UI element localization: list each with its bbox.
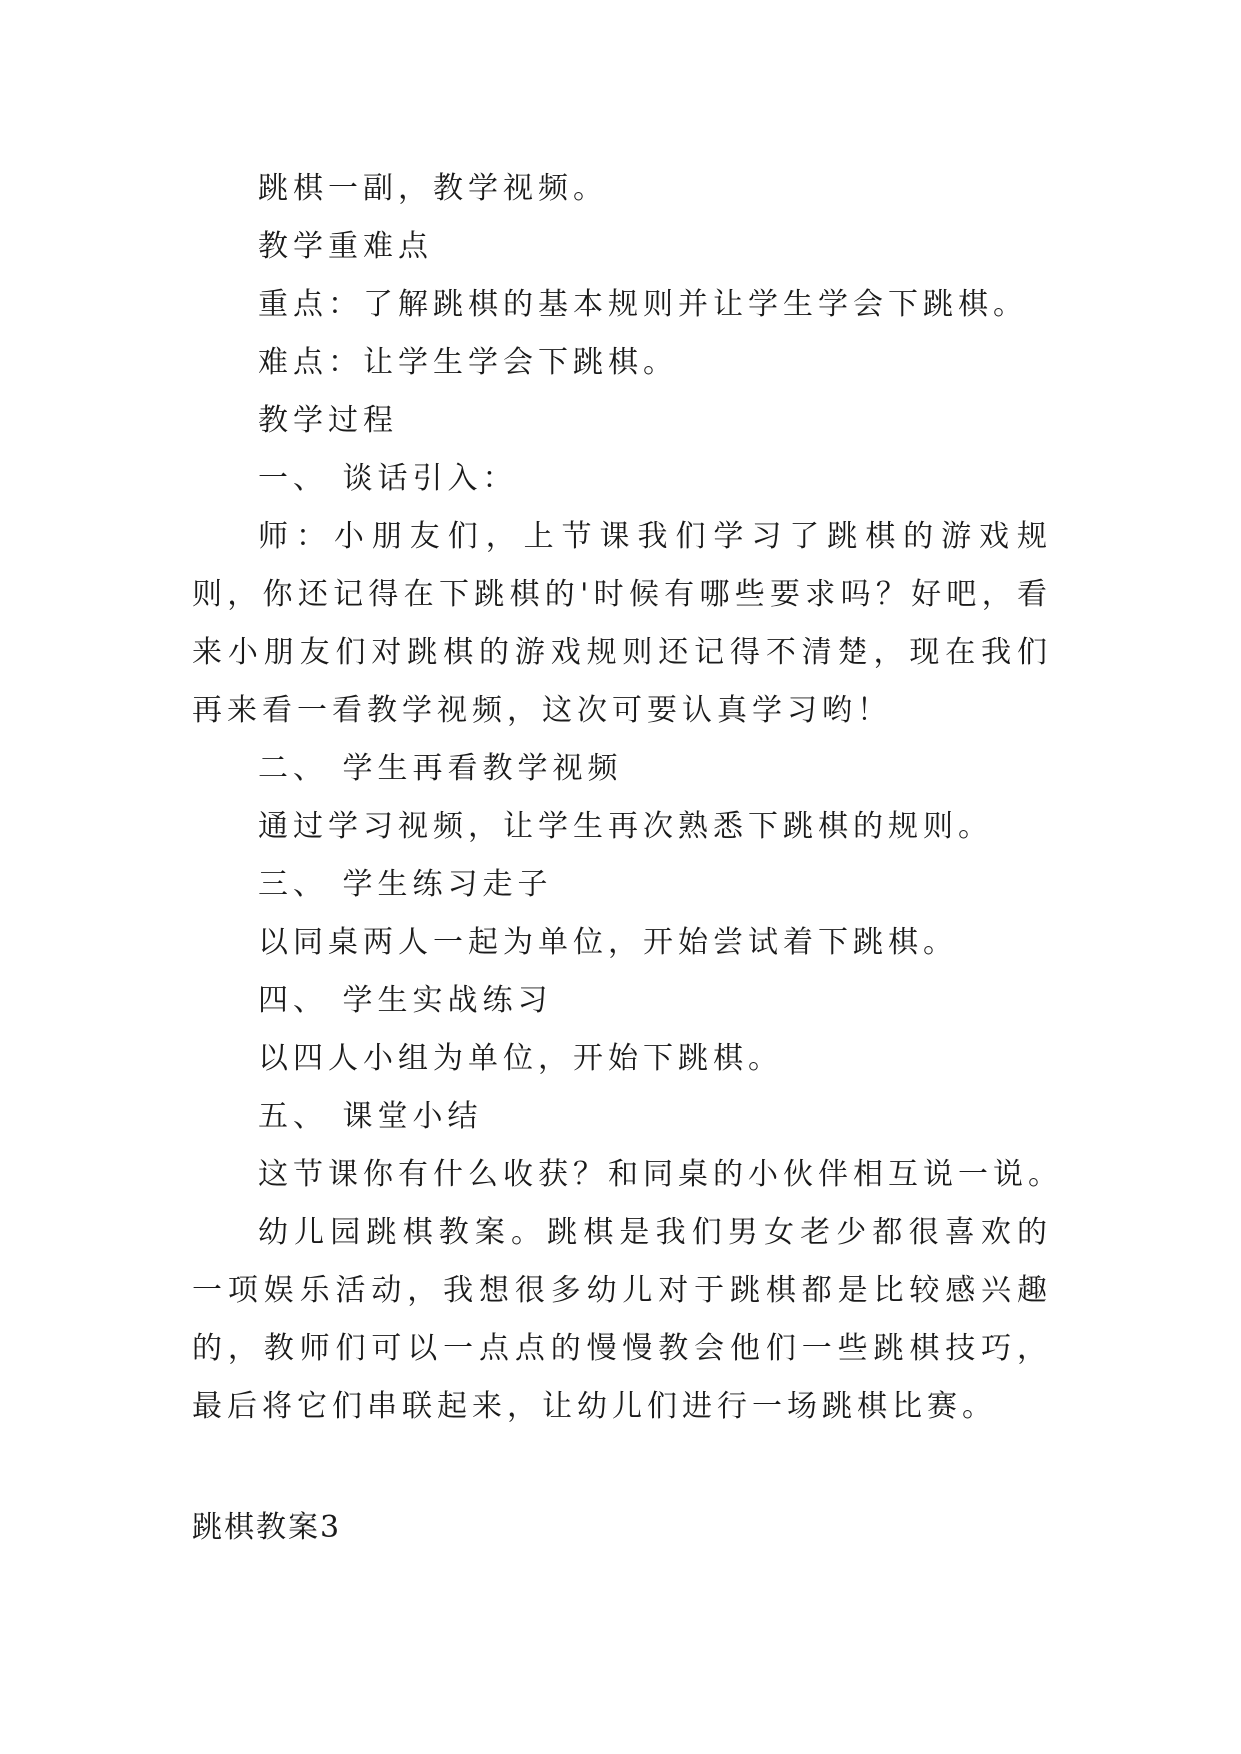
section-title: 跳棋教案3 bbox=[192, 1510, 342, 1545]
process-heading: 教学过程 bbox=[258, 403, 398, 438]
key-point-line: 重点：了解跳棋的基本规则并让学生学会下跳棋。 bbox=[258, 287, 1028, 322]
document-body bbox=[192, 160, 1063, 1436]
step-five-text: 这节课你有什么收获？和同桌的小伙伴相互说一说。 bbox=[258, 1157, 1063, 1192]
step-five-heading: 五、 课堂小结 bbox=[258, 1099, 483, 1134]
key-difficult-heading: 教学重难点 bbox=[258, 229, 433, 264]
teacher-paragraph: 师：小朋友们，上节课我们学习了跳棋的游戏规则，你还记得在下跳棋的'时候有哪些要求吗？好吧，看来小朋友们对跳棋的游戏规则还记得不清楚，现在我们再来看一看教学视频，这次可要认真学习哟！ bbox=[192, 519, 1052, 728]
step-one-heading: 一、 谈话引入： bbox=[258, 461, 518, 496]
step-four-text: 以四人小组为单位，开始下跳棋。 bbox=[258, 1041, 783, 1076]
difficult-point-line: 难点：让学生学会下跳棋。 bbox=[258, 345, 678, 380]
summary-paragraph: 幼儿园跳棋教案。跳棋是我们男女老少都很喜欢的一项娱乐活动，我想很多幼儿对于跳棋都是比较感兴趣的，教师们可以一点点的慢慢教会他们一些跳棋技巧，最后将它们串联起来，让幼儿们进行一场跳棋比赛。 bbox=[192, 1215, 1052, 1424]
step-three-text: 以同桌两人一起为单位，开始尝试着下跳棋。 bbox=[258, 925, 958, 960]
step-two-heading: 二、 学生再看教学视频 bbox=[258, 751, 623, 786]
materials-line: 跳棋一副，教学视频。 bbox=[258, 171, 608, 206]
step-three-heading: 三、 学生练习走子 bbox=[258, 867, 553, 902]
step-four-heading: 四、 学生实战练习 bbox=[258, 983, 553, 1018]
step-two-text: 通过学习视频，让学生再次熟悉下跳棋的规则。 bbox=[258, 809, 993, 844]
